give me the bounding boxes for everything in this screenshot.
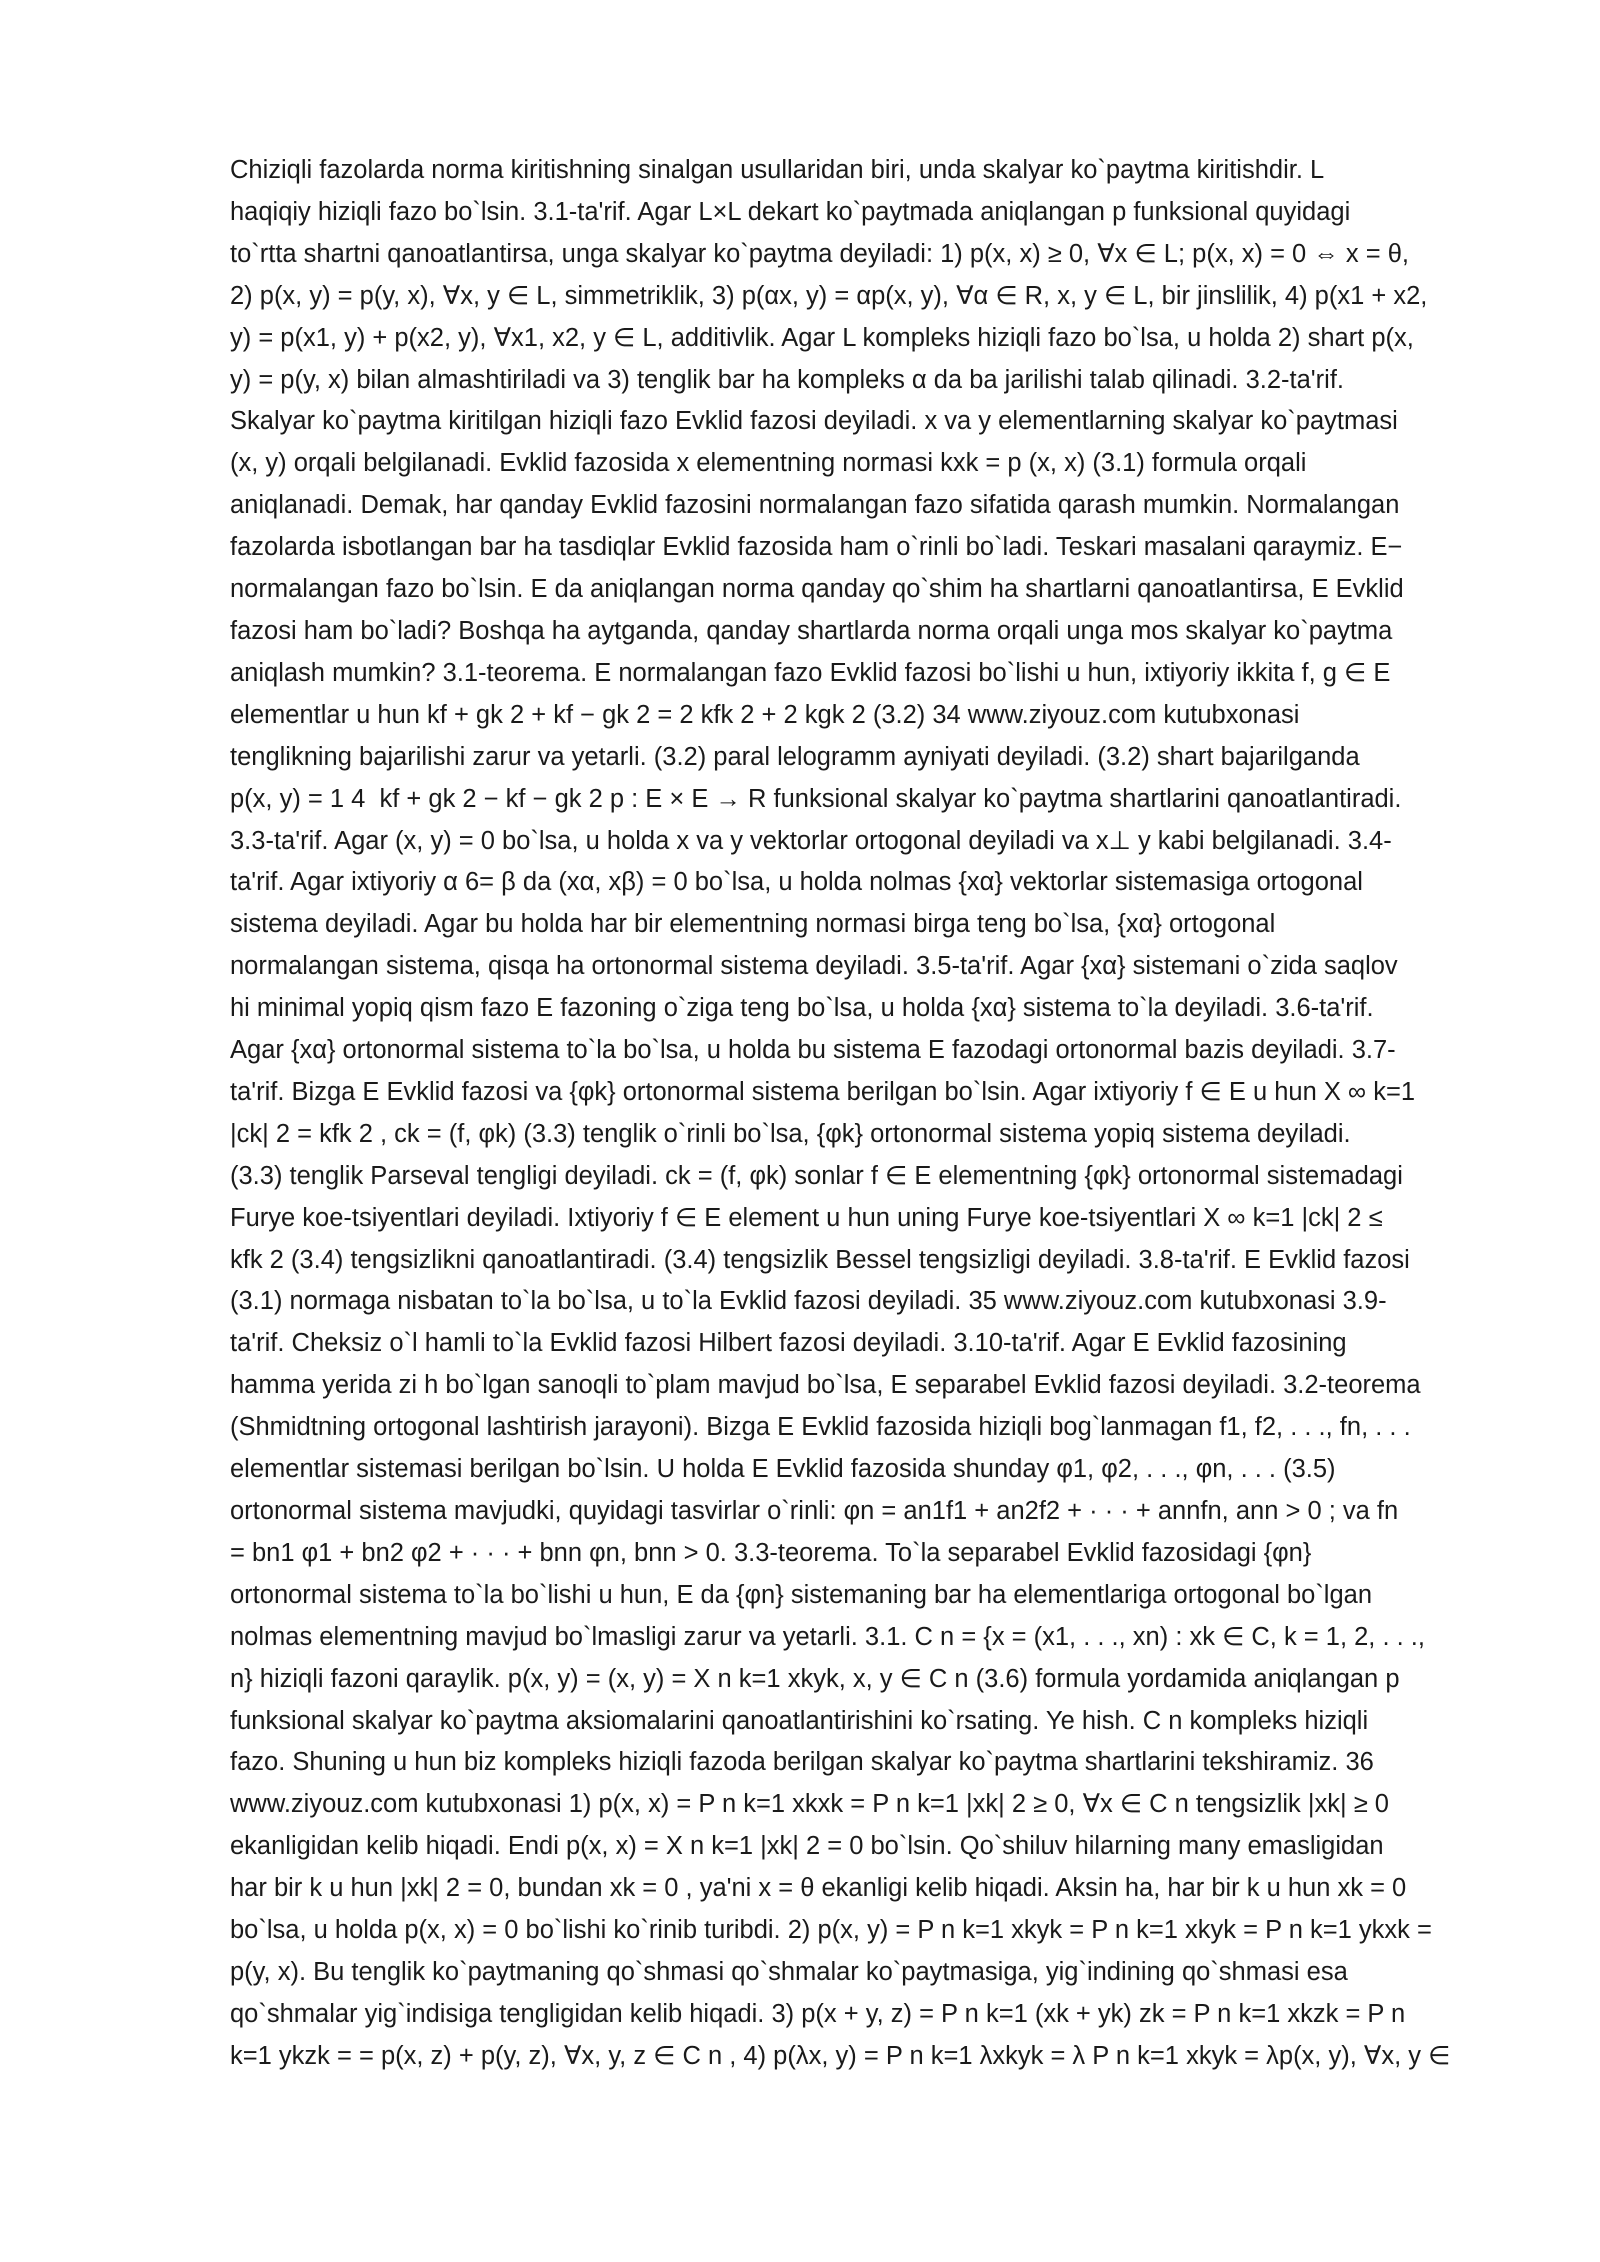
- text-line: www.ziyouz.com kutubxonasi 1) p(x, x) = P n k=1 xkxk = P n k=1 |xk| 2 ≥ 0, ∀x ∈ C n tengsizlik |xk| ≥ 0: [230, 1790, 1389, 1819]
- text-line: bo`lsa, u holda p(x, x) = 0 bo`lishi ko`rinib turibdi. 2) p(x, y) = P n k=1 xkyk = P n k=1 xkyk = P n k=1 ykxk =: [230, 1916, 1432, 1945]
- text-line: tenglikning bajarilishi zarur va yetarli. (3.2) paral lelogramm ayniyati deyiladi. (3.2) shart bajarilganda: [230, 742, 1360, 771]
- text-line: ortonormal sistema to`la bo`lishi u hun, E da {φn} sistemaning bar ha elementlariga ortogonal bo`lgan: [230, 1580, 1373, 1609]
- text-line: fazosi ham bo`ladi? Boshqa ha aytganda, qanday shartlarda norma orqali unga mos skalyar ko`paytma: [230, 616, 1393, 645]
- text-line: fazolarda isbotlangan bar ha tasdiqlar Evklid fazosida ham o`rinli bo`ladi. Teskari masalani qaraymiz. E−: [230, 533, 1403, 562]
- text-line: (3.1) normaga nisbatan to`la bo`lsa, u to`la Evklid fazosi deyiladi. 35 www.ziyouz.com kutubxonasi 3.9-: [230, 1287, 1387, 1316]
- text-line: Agar {xα} ortonormal sistema to`la bo`lsa, u holda bu sistema E fazodagi ortonormal bazis deyiladi. 3.7-: [230, 1036, 1396, 1065]
- text-line: p(x, y) = 1 4 kf + gk 2 − kf − gk 2 p : E × E → R funksional skalyar ko`paytma shartlarini qanoatlantiradi.: [230, 784, 1402, 813]
- text-line: nolmas elementning mavjud bo`lmasligi zarur va yetarli. 3.1. C n = {x = (x1, . . ., xn) : xk ∈ C, k = 1, 2, . . .,: [230, 1622, 1425, 1651]
- text-line: 3.3-ta'rif. Agar (x, y) = 0 bo`lsa, u holda x va y vektorlar ortogonal deyiladi va x⊥ y kabi belgilanadi. 3.4-: [230, 826, 1392, 855]
- text-line: = bn1 φ1 + bn2 φ2 + · · · + bnn φn, bnn > 0. 3.3-teorema. To`la separabel Evklid fazosidagi {φn}: [230, 1538, 1312, 1567]
- text-line: (3.3) tenglik Parseval tengligi deyiladi. ck = (f, φk) sonlar f ∈ E elementning {φk} ortonormal sistemadagi: [230, 1161, 1403, 1190]
- text-line: sistema deyiladi. Agar bu holda har bir elementning normasi birga teng bo`lsa, {xα} ortogonal: [230, 910, 1276, 939]
- text-line: (x, y) orqali belgilanadi. Evklid fazosida x elementning normasi kxk = p (x, x) (3.1) formula orqali: [230, 449, 1307, 478]
- text-line: ta'rif. Agar ixtiyoriy α 6= β da (xα, xβ) = 0 bo`lsa, u holda nolmas {xα} vektorlar sistemasiga ortogonal: [230, 868, 1363, 897]
- text-line: n} hiziqli fazoni qaraylik. p(x, y) = (x, y) = X n k=1 xkyk, x, y ∈ C n (3.6) formula yordamida aniqlangan p: [230, 1664, 1400, 1693]
- text-line: 2) p(x, y) = p(y, x), ∀x, y ∈ L, simmetriklik, 3) p(αx, y) = αp(x, y), ∀α ∈ R, x, y ∈ L, bir jinslilik, 4) p(x1 + x2,: [230, 281, 1428, 310]
- text-line: Furye koe-tsiyentlari deyiladi. Ixtiyoriy f ∈ E element u hun uning Furye koe-tsiyentlari X ∞ k=1 |ck| 2 ≤: [230, 1203, 1383, 1232]
- text-line: y) = p(x1, y) + p(x2, y), ∀x1, x2, y ∈ L, additivlik. Agar L kompleks hiziqli fazo bo`lsa, u holda 2) shart p(x,: [230, 323, 1414, 352]
- text-line: kfk 2 (3.4) tengsizlikni qanoatlantiradi. (3.4) tengsizlik Bessel tengsizligi deyiladi. 3.8-ta'rif. E Evklid fazosi: [230, 1245, 1410, 1274]
- text-line: elementlar u hun kf + gk 2 + kf − gk 2 = 2 kfk 2 + 2 kgk 2 (3.2) 34 www.ziyouz.com kutubxonasi: [230, 700, 1300, 729]
- text-line: qo`shmalar yig`indisiga tengligidan kelib hiqadi. 3) p(x + y, z) = P n k=1 (xk + yk) zk = P n k=1 xkzk = P n: [230, 1999, 1406, 2028]
- text-line: |ck| 2 = kfk 2 , ck = (f, φk) (3.3) tenglik o`rinli bo`lsa, {φk} ortonormal sistema yopiq sistema deyiladi.: [230, 1119, 1351, 1148]
- text-line: Chiziqli fazolarda norma kiritishning sinalgan usullaridan biri, unda skalyar ko`paytma kiritishdir. L: [230, 156, 1325, 184]
- text-line: to`rtta shartni qanoatlantirsa, unga skalyar ko`paytma deyiladi: 1) p(x, x) ≥ 0, ∀x ∈ L; p(x, x) = 0 ⇔ x = θ,: [230, 239, 1409, 268]
- text-line: p(y, x). Bu tenglik ko`paytmaning qo`shmasi qo`shmalar ko`paytmasiga, yig`indining qo`shmasi esa: [230, 1957, 1348, 1986]
- text-line: funksional skalyar ko`paytma aksiomalarini qanoatlantirishini ko`rsating. Ye hish. C n kompleks hiziqli: [230, 1706, 1369, 1735]
- text-line: Skalyar ko`paytma kiritilgan hiziqli fazo Evklid fazosi deyiladi. x va y elementlarning skalyar ko`paytmasi: [230, 407, 1398, 436]
- text-line: y) = p(y, x) bilan almashtiriladi va 3) tenglik bar ha kompleks α da ba jarilishi talab qilinadi. 3.2-ta'rif.: [230, 365, 1345, 394]
- text-line: k=1 ykzk = = p(x, z) + p(y, z), ∀x, y, z ∈ C n , 4) p(λx, y) = P n k=1 λxkyk = λ P n k=1 xkyk = λp(x, y), ∀x, y ∈: [230, 2041, 1451, 2070]
- text-line: ta'rif. Bizga E Evklid fazosi va {φk} ortonormal sistema berilgan bo`lsin. Agar ixtiyoriy f ∈ E u hun X ∞ k=1: [230, 1077, 1416, 1106]
- text-line: aniqlanadi. Demak, har qanday Evklid fazosini normalangan fazo sifatida qarash mumkin. Normalangan: [230, 491, 1400, 520]
- text-line: aniqlash mumkin? 3.1-teorema. E normalangan fazo Evklid fazosi bo`lishi u hun, ixtiyoriy ikkita f, g ∈ E: [230, 658, 1391, 687]
- text-line: ta'rif. Cheksiz o`l hamli to`la Evklid fazosi Hilbert fazosi deyiladi. 3.10-ta'rif. Agar E Evklid fazosining: [230, 1329, 1347, 1358]
- text-line: elementlar sistemasi berilgan bo`lsin. U holda E Evklid fazosida shunday φ1, φ2, . . ., φn, . . . (3.5): [230, 1455, 1336, 1484]
- document-body: [230, 150, 1490, 2078]
- text-line: haqiqiy hiziqli fazo bo`lsin. 3.1-ta'rif. Agar L×L dekart ko`paytmada aniqlangan p funksional quyidagi: [230, 197, 1351, 226]
- text-line: (Shmidtning ortogonal lashtirish jarayoni). Bizga E Evklid fazosida hiziqli bog`lanmagan f1, f2, . . ., fn, . . .: [230, 1413, 1411, 1442]
- text-line: hamma yerida zi h bo`lgan sanoqli to`plam mavjud bo`lsa, E separabel Evklid fazosi deyiladi. 3.2-teorema: [230, 1371, 1421, 1400]
- text-line: fazo. Shuning u hun biz kompleks hiziqli fazoda berilgan skalyar ko`paytma shartlarini tekshiramiz. 36: [230, 1748, 1374, 1777]
- text-line: ekanligidan kelib hiqadi. Endi p(x, x) = X n k=1 |xk| 2 = 0 bo`lsin. Qo`shiluv hilarning many emasligidan: [230, 1832, 1384, 1861]
- text-line: ortonormal sistema mavjudki, quyidagi tasvirlar o`rinli: φn = an1f1 + an2f2 + · · · + annfn, ann > 0 ; va fn: [230, 1497, 1399, 1525]
- text-line: normalangan sistema, qisqa ha ortonormal sistema deyiladi. 3.5-ta'rif. Agar {xα} sistemani o`zida saqlov: [230, 952, 1398, 981]
- text-line: har bir k u hun |xk| 2 = 0, bundan xk = 0 , ya'ni x = θ ekanligi kelib hiqadi. Aksin ha, har bir k u hun xk = 0: [230, 1874, 1407, 1903]
- text-line: normalangan fazo bo`lsin. E da aniqlangan norma qanday qo`shim ha shartlarni qanoatlantirsa, E Evklid: [230, 575, 1404, 604]
- text-line: hi minimal yopiq qism fazo E fazoning o`ziga teng bo`lsa, u holda {xα} sistema to`la deyiladi. 3.6-ta'rif.: [230, 994, 1374, 1023]
